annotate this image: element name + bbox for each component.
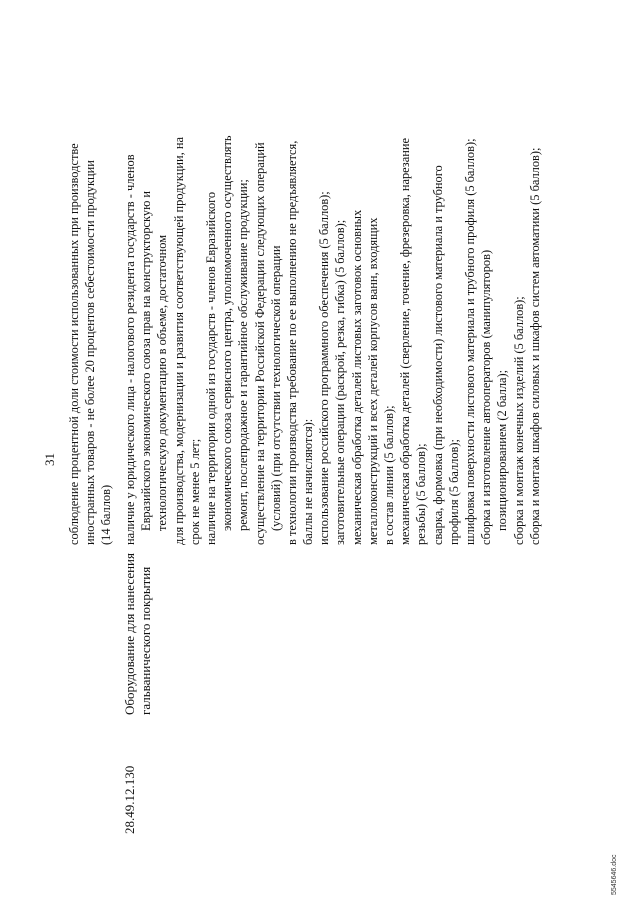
criteria-line: сборка и монтаж конечных изделий (5 баллов);: [511, 296, 526, 545]
criteria-line: сборка и изготовление автооператоров (манипуляторов): [479, 249, 494, 545]
product-name-line: Оборудование для нанесения: [122, 553, 137, 715]
product-code: 28.49.12.130: [122, 765, 137, 834]
criteria-line: иностранных товаров - не более 20 процентов себестоимости продукции: [83, 160, 98, 545]
criteria-line: (условий) (при отсутствии технологической операции: [268, 245, 283, 531]
criteria-line: (14 баллов): [99, 484, 114, 545]
criteria-line: в состав линии (5 баллов);: [382, 405, 396, 545]
criteria-line: профиля (5 баллов);: [446, 439, 461, 545]
page-number: 31: [42, 453, 57, 466]
criteria-line: заготовительные операции (раскрой, резка, гибка) (5 баллов);: [333, 219, 348, 545]
criteria-line: наличие на территории одной из государств - членов Евразийского: [203, 191, 218, 545]
criteria-line: соблюдение процентной доли стоимости использованных при производстве: [67, 143, 81, 545]
product-name: [122, 535, 154, 715]
criteria-line: в технологии производства требование по ее выполнению не предъявляется,: [284, 140, 299, 545]
criteria-line: Евразийского экономического союза прав на конструкторскую и: [139, 190, 154, 531]
criteria-line: для производства, модернизации и развития соответствующей продукции, на: [171, 137, 186, 545]
criteria-line: сборка и монтаж шкафов силовых и шкафов систем автоматики (5 баллов);: [527, 147, 542, 545]
criteria-line: позиционированием (2 балла);: [495, 369, 510, 531]
criteria-line: срок не менее 5 лет;: [187, 438, 202, 545]
product-name-line: гальванического покрытия: [138, 566, 154, 715]
product-criteria: [122, 25, 543, 545]
criteria-line: механическая обработка деталей листовых заготовок основных: [349, 209, 364, 545]
criteria-line: сварка, формовка (при необходимости) листового материала и трубного: [430, 165, 445, 545]
criteria-line: осуществление на территории Российской Федерации следующих операций: [252, 142, 267, 545]
previous-row-criteria: [66, 25, 115, 545]
criteria-line: баллы не начисляются):: [301, 418, 316, 545]
criteria-line: наличие у юридического лица - налогового резидента государств - членов: [123, 154, 137, 545]
criteria-line: шлифовка поверхности листового материала и трубного профиля (5 баллов);: [462, 138, 477, 545]
criteria-line: металлоконструкций и всех деталей корпусов ванн, входящих: [365, 217, 380, 545]
criteria-line: технологическую документацию в объеме, достаточном: [155, 234, 170, 531]
criteria-line: резьбы) (5 баллов);: [414, 443, 429, 545]
criteria-line: ремонт, послепродажное и гарантийное обслуживание продукции;: [236, 179, 251, 531]
criteria-line: экономического союза сервисного центра, уполномоченного осуществлять: [220, 135, 235, 531]
criteria-line: использование российского программного обеспечения (5 баллов);: [317, 191, 332, 545]
footer-filename: 5545646.doc: [611, 854, 618, 895]
criteria-line: механическая обработка деталей (сверление, точение, фрезеровка, нарезание: [398, 138, 413, 545]
